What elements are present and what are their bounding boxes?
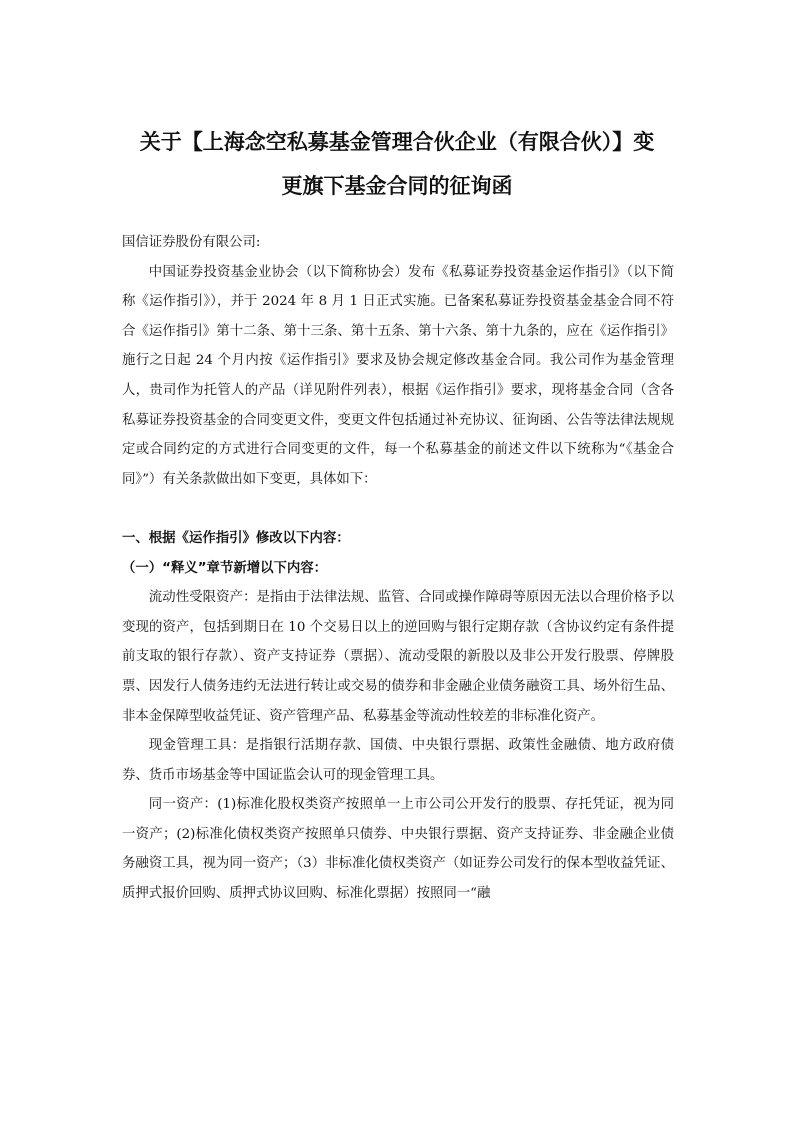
subsection-heading: （一）“释义”章节新增以下内容： (122, 560, 328, 576)
title-line-2: 更旗下基金合同的征询函 (281, 174, 513, 198)
same-asset-definition-paragraph: 同一资产：(1)标准化股权类资产按照单一上市公司公开发行的股票、存托凭证，视为同一资产；(2)标准化债权类资产按照单只债券、中央银行票据、资产支持证券、非金融企业债务融资工具，视为同一资产；（3）非标准化债权类资产（如证券公司发行的保本型收益凭证、质押式报价回购、质押式协议回购、标准化票据）按照同一“融 (122, 797, 674, 902)
liquidity-definition-paragraph: 流动性受限资产：是指由于法律法规、监管、合同或操作障碍等原因无法以合理价格予以变现的资产，包括到期日在 10 个交易日以上的逆回购与银行定期存款（含协议约定有条件提前支取的银行存款）、资产支持证券（票据）、流动受限的新股以及非公开发行股票、停牌股票、因发行人债务违约无法进行转让或交易的债券和非金融企业债务融资工具、场外衍生品、非本金保障型收益凭证、资产管理产品、私募基金等流动性较差的非标准化资产。 (122, 590, 674, 724)
salutation: 国信证券股份有限公司: (122, 235, 261, 250)
document-body (122, 228, 674, 909)
paragraph-gap (122, 494, 674, 524)
title-line-1: 关于【上海念空私募基金管理合伙企业（有限合伙）】变 (139, 130, 655, 154)
document-title (110, 120, 684, 208)
cash-management-definition-paragraph: 现金管理工具：是指银行活期存款、国债、中央银行票据、政策性金融债、地方政府债券、货币市场基金等中国证监会认可的现金管理工具。 (122, 738, 674, 783)
intro-paragraph: 中国证券投资基金业协会（以下简称协会）发布《私募证券投资基金运作指引》（以下简称《运作指引》），并于 2024 年 8 月 1 日正式实施。已备案私募证券投资基金基金合同不符合《运作指引》第十二条、第十三条、第十五条、第十六条、第十九条的，应在《运作指引》施行之日起 24 个月内按《运作指引》要求及协会规定修改基金合同。我公司作为基金管理人，贵司作为托管人的产品（详见附件列表），根据《运作指引》要求，现将基金合同（含各私募证券投资基金的合同变更文件，变更文件包括通过补充协议、征询函、公告等法律法规规定或合同约定的方式进行合同变更的文件，每一个私募基金的前述文件以下统称为“《基金合同》”）有关条款做出如下变更，具体如下： (122, 264, 674, 487)
section-heading: 一、根据《运作指引》修改以下内容： (122, 530, 350, 546)
